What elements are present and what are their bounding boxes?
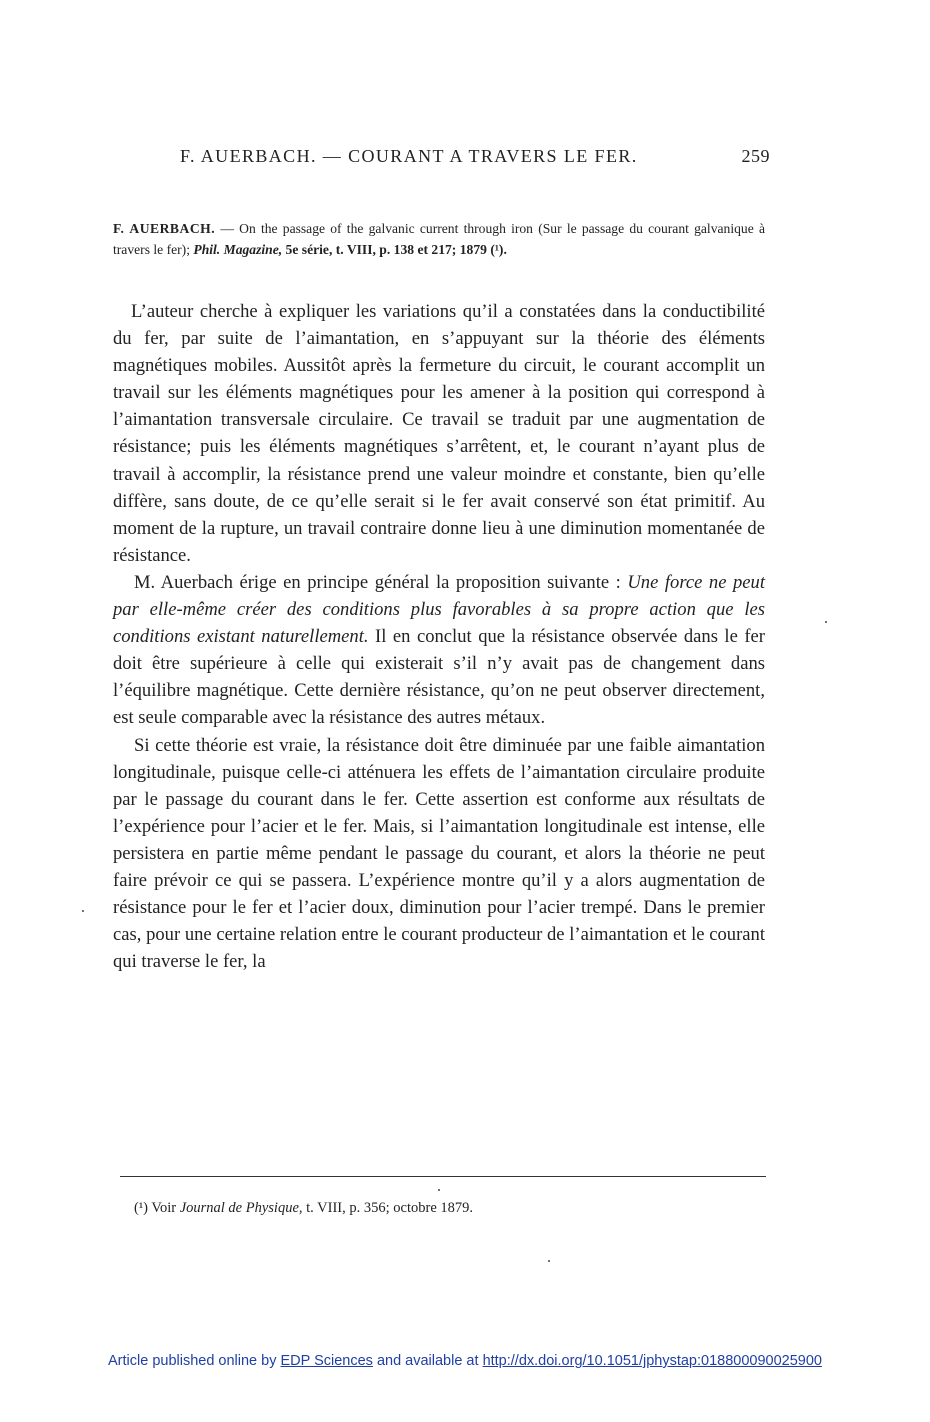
paragraph-1: L’auteur cherche à expliquer les variations qu’il a constatées dans la conductibilité du fer, par suite de l’aimantation, en s’appuyant sur la théorie des éléments magnétiques mobiles. Aussitôt après la fermeture du circuit, le courant accomplit un travail sur les éléments magnétiques pour les amener à la position qui correspond à l’aimantation transversale circulaire. Ce travail se traduit par une augmentation de résistance; puis les éléments magnétiques s’arrêtent, et, le courant n’ayant plus de travail à accomplir, la résistance prend une valeur moindre et constante, bien qu’elle diffère, sans doute, de ce qu’elle serait si le fer avait conservé son état primitif. Au moment de la rupture, un travail contraire donne lieu à une diminution momentanée de résistance. [113,301,765,566]
scan-speck [438,1189,440,1191]
doi-link[interactable]: http://dx.doi.org/10.1051/jphystap:018800090025900 [482,1353,822,1369]
footnote-details: t. VIII, p. 356; octobre 1879. [302,1200,474,1216]
paragraph-3: Si cette théorie est vraie, la résistance doit être diminuée par une faible aimantation longitudinale, puisque celle-ci atténuera les effets de l’aimantation circulaire produite par le passage du courant dans le fer. Cette assertion est conforme aux résultats de l’expérience pour l’acier et le fer. Mais, si l’aimantation longitudinale est intense, elle persistera en partie même pendant le passage du courant, et alors la théorie ne peut faire prévoir ce qui se passera. L’expérience montre qu’il y a alors augmentation de résistance pour le fer et l’acier doux, diminution pour l’acier trempé. Dans le premier cas, pour une certaine relation entre le courant producteur de l’aimantation et le courant qui traverse le fer, la [113,734,765,973]
paragraph-2-principle: Une force ne peut par elle-même créer des conditions plus favorables à sa propre action que les conditions existant naturellement. [113,571,765,648]
publisher-footer [0,1353,930,1369]
scan-speck [82,910,84,912]
footnote [134,1200,734,1217]
scan-speck [825,621,827,623]
running-head [180,146,770,167]
footnote-journal: Journal de Physique, [179,1200,303,1216]
reference-details: 5e série, t. VIII, p. 138 et 217; 1879 (¹). [282,242,507,257]
footnote-rule [120,1176,766,1177]
paragraph-2 [113,569,765,732]
footnote-marker: (¹) Voir [134,1200,180,1216]
publisher-link[interactable]: EDP Sciences [280,1353,373,1369]
page-number: 259 [741,146,770,166]
reference-title: — On the passage of the galvanic current through iron (Sur le passage du courant galvanique à travers le fer); [113,221,765,257]
paragraph-2-lead: M. Auerbach érige en principe général la proposition suivante : [134,571,628,593]
paragraph-2-rest: Il en conclut que la résistance observée dans le fer doit être supérieure à celle qui existerait s’il n’y avait pas de changement dans l’équilibre magnétique. Cette dernière résistance, qu’on ne peut observer directement, est seule comparable avec la résistance des autres métaux. [113,626,765,729]
footer-middle: and available at [372,1353,483,1369]
bibliographic-reference [113,218,765,260]
article-body [113,298,765,975]
running-title: F. AUERBACH. — COURANT A TRAVERS LE FER. [180,146,638,166]
scan-speck [548,1260,550,1262]
footer-prefix: Article published online by [108,1353,281,1369]
reference-author: F. AUERBACH. [113,221,216,236]
reference-journal: Phil. Magazine, [193,242,283,257]
